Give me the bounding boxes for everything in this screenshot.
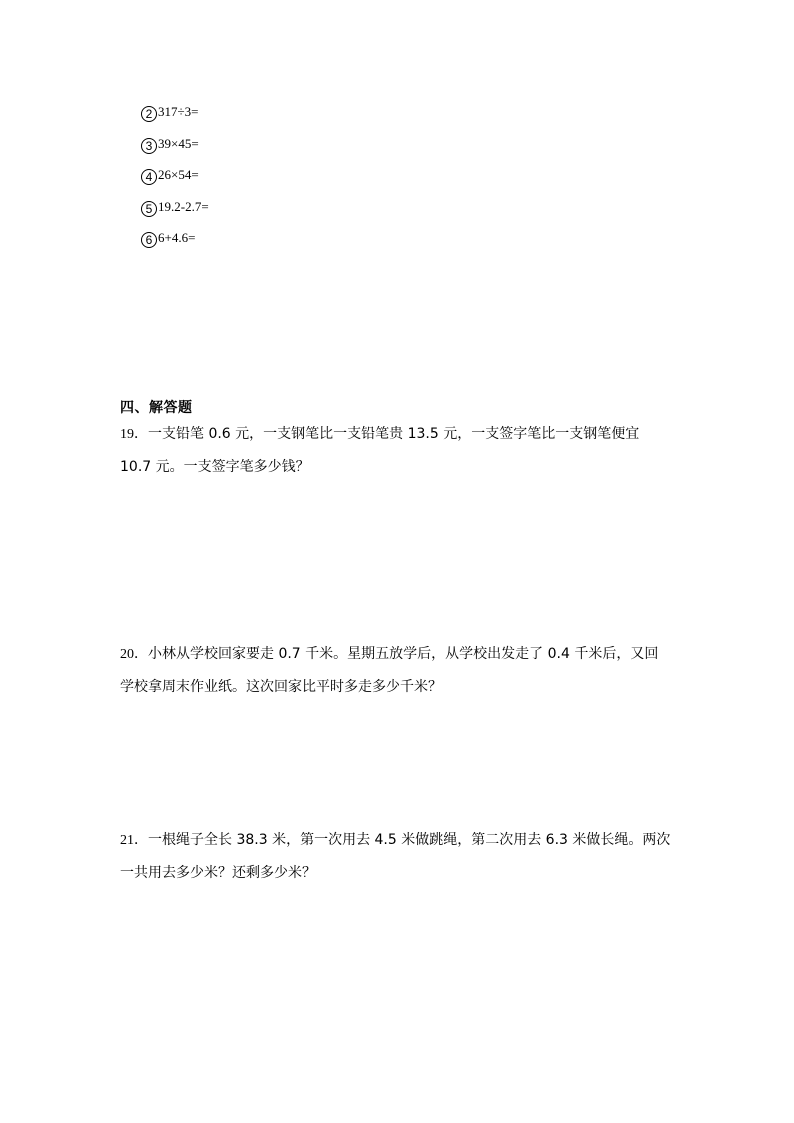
calc-item-4	[141, 163, 209, 195]
calc-expression: 317÷3=	[158, 104, 199, 119]
circled-number-marker: 2	[141, 106, 157, 122]
circled-number-marker: 6	[141, 232, 157, 248]
calc-item-2	[141, 100, 209, 132]
question-number: 19．	[120, 427, 148, 442]
circled-number-marker: 4	[141, 169, 157, 185]
circled-number-marker: 3	[141, 138, 157, 154]
question-line-2: 一共用去多少米？还剩多少米？	[120, 865, 316, 881]
calc-expression: 19.2-2.7=	[158, 198, 209, 214]
calc-item-3	[141, 132, 209, 164]
circled-number-marker: 5	[141, 201, 157, 217]
question-text: 一支铅笔 0.6 元，一支钢笔比一支铅笔贵 13.5 元，一支签字笔比一支钢笔便宜	[148, 426, 640, 442]
calc-expression: 39×45=	[158, 135, 199, 151]
question-line-2: 学校拿周末作业纸。这次回家比平时多走多少千米？	[120, 679, 442, 695]
calc-item-6	[141, 226, 209, 258]
question-line-1	[120, 638, 690, 671]
calculation-list	[141, 100, 209, 258]
question-number: 20．	[120, 647, 148, 662]
question-line-1	[120, 824, 690, 857]
question-20	[120, 638, 690, 703]
question-line-1	[120, 418, 690, 451]
calc-item-5	[141, 195, 209, 227]
calc-expression: 6+4.6=	[158, 230, 196, 245]
question-text: 一根绳子全长 38.3 米，第一次用去 4.5 米做跳绳，第二次用去 6.3 米做长绳。两次	[148, 832, 671, 848]
question-21	[120, 824, 690, 889]
question-line-2: 10.7 元。一支签字笔多少钱？	[120, 459, 310, 475]
question-number: 21．	[120, 833, 148, 848]
section-title: 四、解答题	[120, 400, 193, 416]
question-text: 小林从学校回家要走 0.7 千米。星期五放学后，从学校出发走了 0.4 千米后，又回	[148, 646, 659, 662]
calc-expression: 26×54=	[158, 167, 199, 182]
question-19	[120, 418, 690, 483]
